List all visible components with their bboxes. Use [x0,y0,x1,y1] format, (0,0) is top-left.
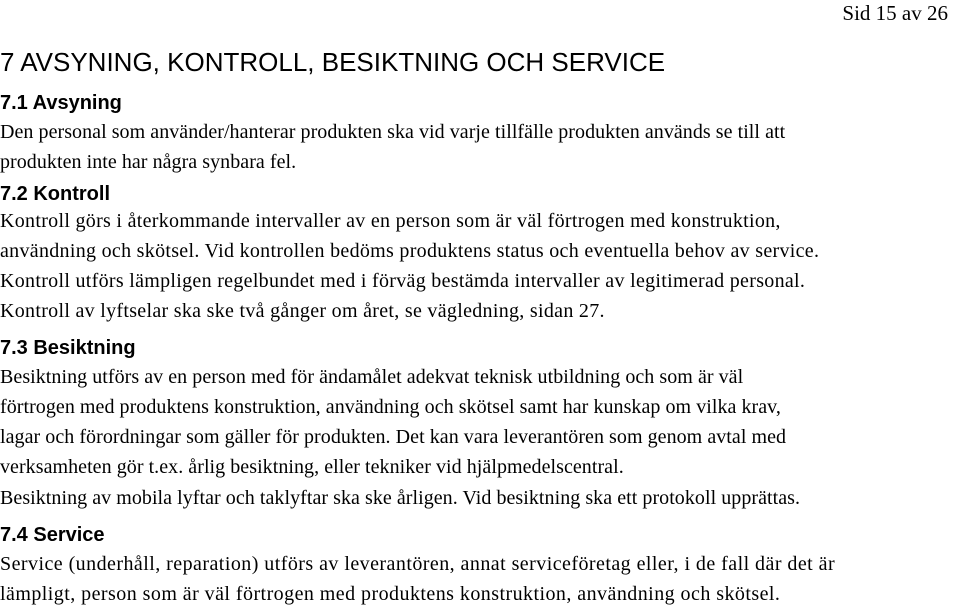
paragraph-line: lagar och förordningar som gäller för produkten. Det kan vara leverantören som genom avtal med [0,426,787,448]
paragraph-besiktning-2 [0,483,800,513]
paragraph-line: lämpligt, person som är väl förtrogen med produktens konstruktion, användning och skötsel. [0,583,781,605]
paragraph-line: Service (underhåll, reparation) utförs av leverantören, annat serviceföretag eller, i de fall där det är [0,553,836,575]
section-heading-besiktning: 7.3 Besiktning [0,337,136,359]
paragraph-line: förtrogen med produktens konstruktion, användning och skötsel samt har kunskap om vilka krav, [0,396,781,418]
paragraph-kontroll [0,206,819,326]
paragraph-service [0,549,835,609]
paragraph-line: Kontroll utförs lämpligen regelbundet med i förväg bestämda intervaller av legitimerad personal. [0,270,806,292]
paragraph-line: Den personal som använder/hanterar produkten ska vid varje tillfälle produkten används se till att [0,121,786,143]
section-heading-avsyning: 7.1 Avsyning [0,92,122,114]
paragraph-line: verksamheten gör t.ex. årlig besiktning, eller tekniker vid hjälpmedelscentral. [0,456,624,478]
section-heading-kontroll: 7.2 Kontroll [0,183,111,205]
section-heading-service: 7.4 Service [0,524,105,546]
page-number: Sid 15 av 26 [842,1,948,25]
paragraph-avsyning [0,117,785,177]
paragraph-line: Besiktning av mobila lyftar och taklyftar ska ske årligen. Vid besiktning ska ett protokoll upprättas. [0,487,801,509]
paragraph-line: Kontroll görs i återkommande intervaller av en person som är väl förtrogen med konstruktion, [0,210,781,232]
paragraph-besiktning-1 [0,362,786,482]
paragraph-line: användning och skötsel. Vid kontrollen bedöms produktens status och eventuella behov av service. [0,240,820,262]
paragraph-line: Kontroll av lyftselar ska ske två gånger om året, se vägledning, sidan 27. [0,300,605,322]
paragraph-line: produkten inte har några synbara fel. [0,151,297,173]
paragraph-line: Besiktning utförs av en person med för ändamålet adekvat teknisk utbildning och som är väl [0,366,744,388]
chapter-title: 7 AVSYNING, KONTROLL, BESIKTNING OCH SERVICE [0,47,666,77]
